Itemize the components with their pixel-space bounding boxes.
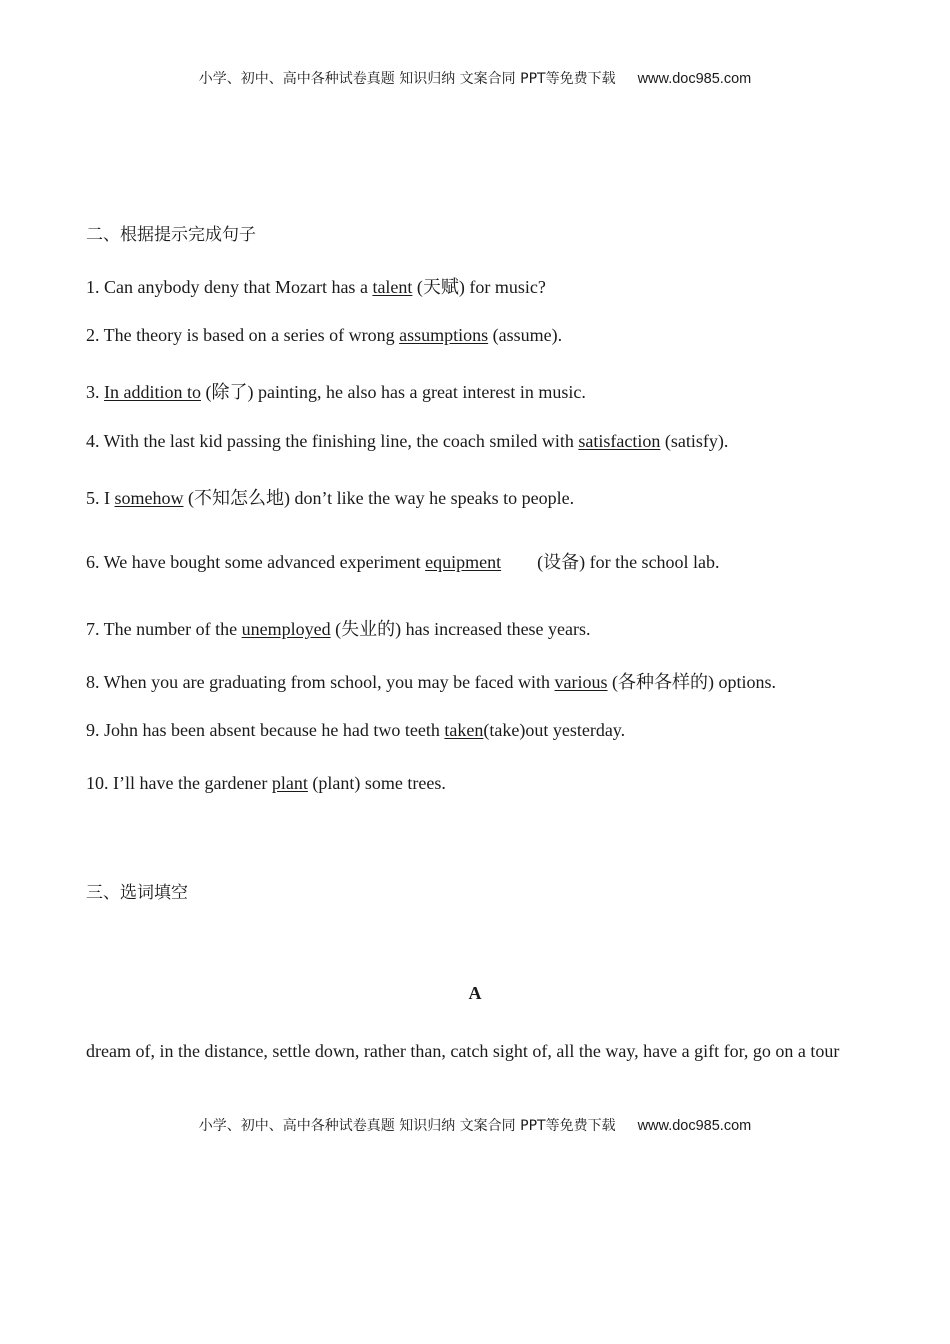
answer-6: equipment (425, 552, 502, 572)
answer-8: various (554, 672, 608, 692)
question-1: 1. Can anybody deny that Mozart has a talent (天赋) for music? (86, 277, 546, 297)
answer-10: plant (271, 773, 308, 793)
section-2-title: 二、根据提示完成句子 (86, 225, 256, 245)
footer-site-link[interactable]: www.doc985.com (637, 1118, 752, 1134)
header-site-link[interactable]: www.doc985.com (637, 71, 752, 87)
word-bank: dream of, in the distance, settle down, rather than, catch sight of, all the way, have a gift for, go on a tour (86, 1041, 840, 1061)
header-text: 小学、初中、高中各种试卷真题 知识归纳 文案合同 PPT等免费下载 (198, 71, 616, 87)
question-6: 6. We have bought some advanced experiment equipment (设备) for the school lab. (86, 552, 720, 572)
answer-2: assumptions (399, 325, 489, 345)
footer-text: 小学、初中、高中各种试卷真题 知识归纳 文案合同 PPT等免费下载 (198, 1118, 616, 1134)
question-4: 4. With the last kid passing the finishing line, the coach smiled with satisfaction (satisfy). (86, 431, 729, 451)
question-5: 5. I somehow (不知怎么地) don’t like the way he speaks to people. (86, 488, 575, 508)
section-3-title: 三、选词填空 (86, 883, 188, 903)
answer-4: satisfaction (578, 431, 661, 451)
answer-5: somehow (114, 488, 184, 508)
question-9: 9. John has been absent because he had two teeth taken(take)out yesterday. (86, 720, 626, 740)
question-8: 8. When you are graduating from school, you may be faced with various (各种各样的) options. (86, 672, 777, 692)
page-footer (0, 1115, 950, 1135)
answer-7: unemployed (241, 619, 331, 639)
question-3: 3. In addition to (除了) painting, he also has a great interest in music. (86, 382, 586, 402)
question-10: 10. I’ll have the gardener plant (plant) some trees. (86, 773, 446, 793)
passage-label: A (468, 983, 482, 1003)
answer-9: taken (444, 720, 484, 740)
question-2: 2. The theory is based on a series of wrong assumptions (assume). (86, 325, 563, 345)
question-7: 7. The number of the unemployed (失业的) has increased these years. (86, 619, 591, 639)
answer-3: In addition to (104, 382, 201, 402)
answer-1: talent (372, 277, 413, 297)
page-header (0, 68, 950, 88)
